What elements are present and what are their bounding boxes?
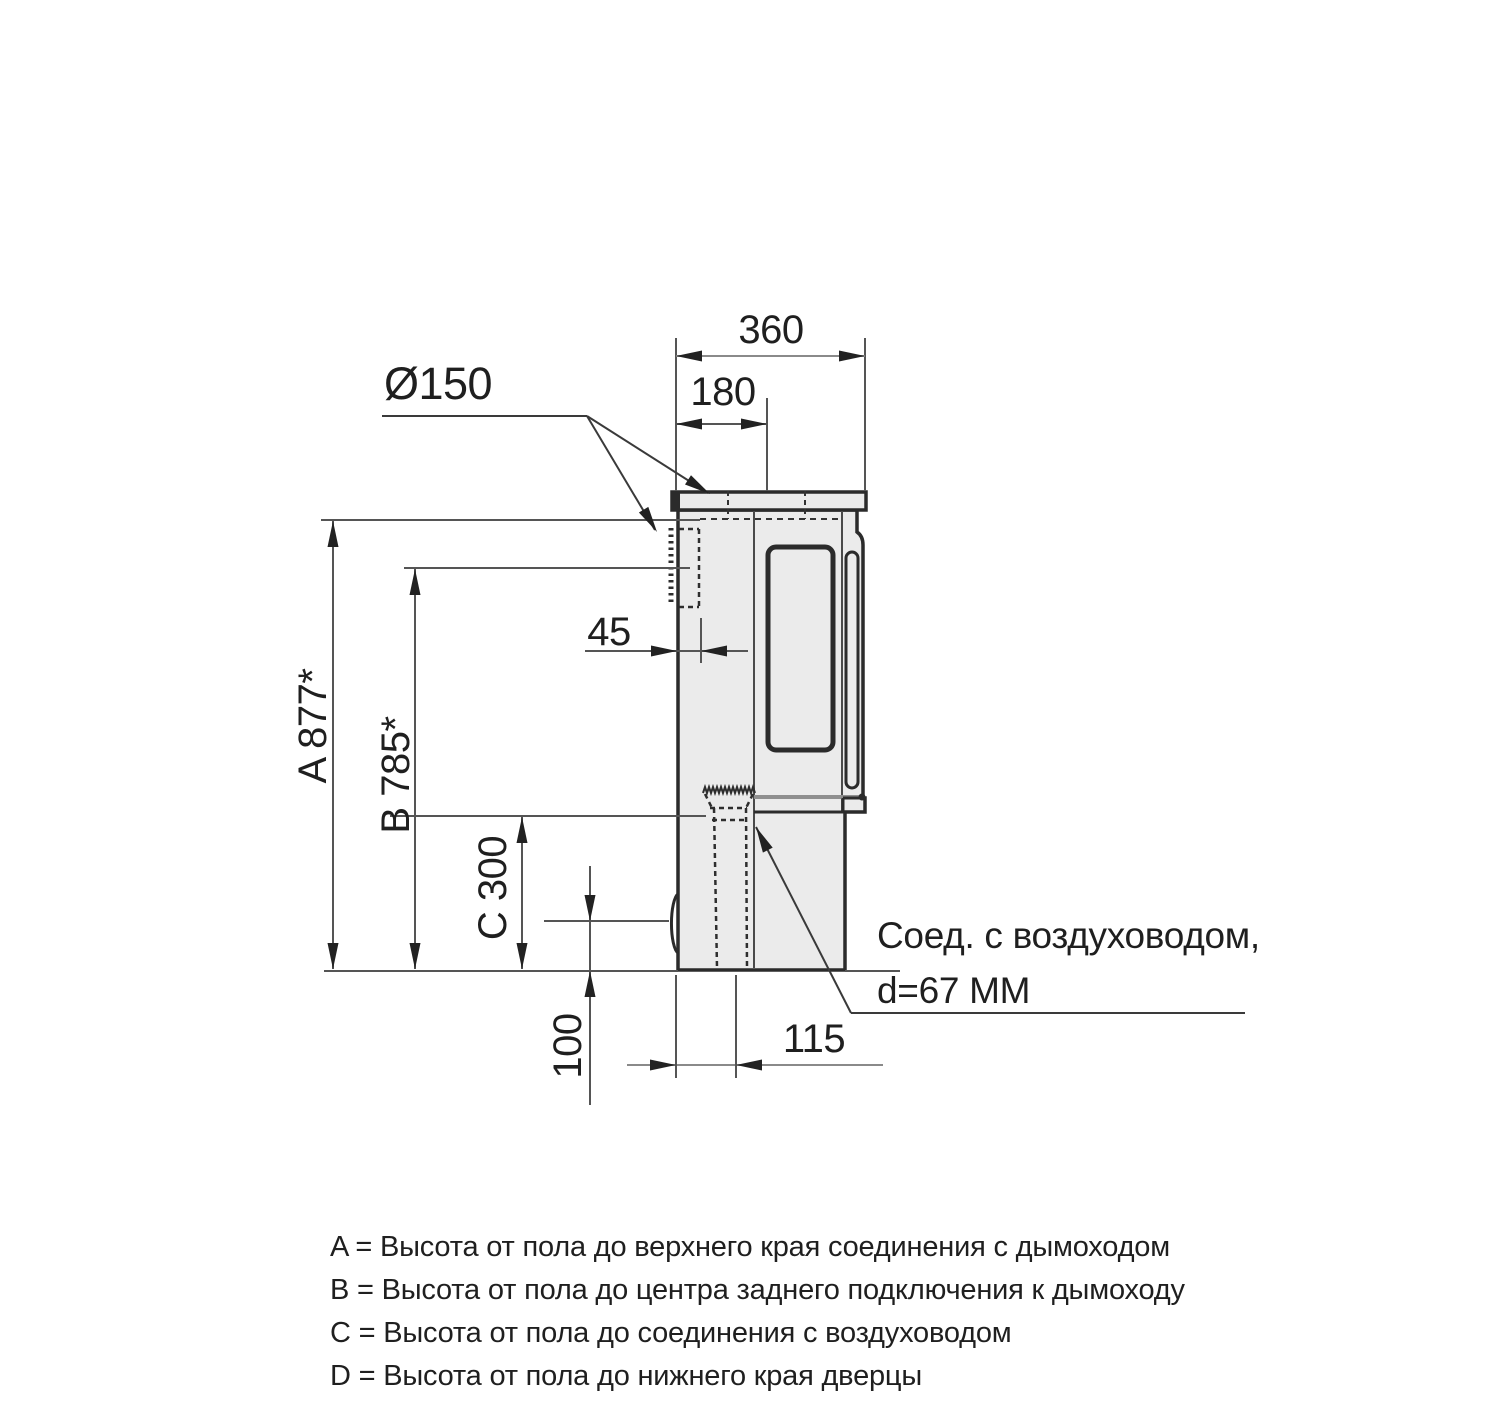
dim-label-180: 180 [690,370,756,414]
air-duct-note-line2: d=67 ММ [877,970,1031,1011]
top-plate [672,492,866,510]
door-glass-strip [846,552,858,788]
legend-item-d: D = Высота от пола до нижнего края дверцы [330,1360,922,1392]
dim-label-height-b: B 785* [374,716,418,834]
door-window [768,547,833,750]
legend-item-a: A = Высота от пола до верхнего края соединения с дымоходом [330,1231,1170,1263]
legend-item-b: B = Высота от пола до центра заднего подключения к дымоходу [330,1274,1185,1306]
dim-label-height-a: A 877* [291,668,335,784]
dim-label-height-c: C 300 [471,835,515,941]
dim-label-45: 45 [587,610,631,654]
legend-item-c: C = Высота от пола до соединения с воздуховодом [330,1317,1012,1349]
stove-body-group [671,491,866,970]
dim-label-360: 360 [738,308,804,352]
dim-label-flue-diameter: Ø150 [383,358,493,409]
air-duct-note-line1: Соед. с воздуховодом, [877,915,1260,956]
dim-label-115: 115 [782,1017,846,1061]
top-plate-left-cap [671,491,680,511]
dim-label-100: 100 [546,1013,590,1079]
legend [330,1226,1185,1398]
